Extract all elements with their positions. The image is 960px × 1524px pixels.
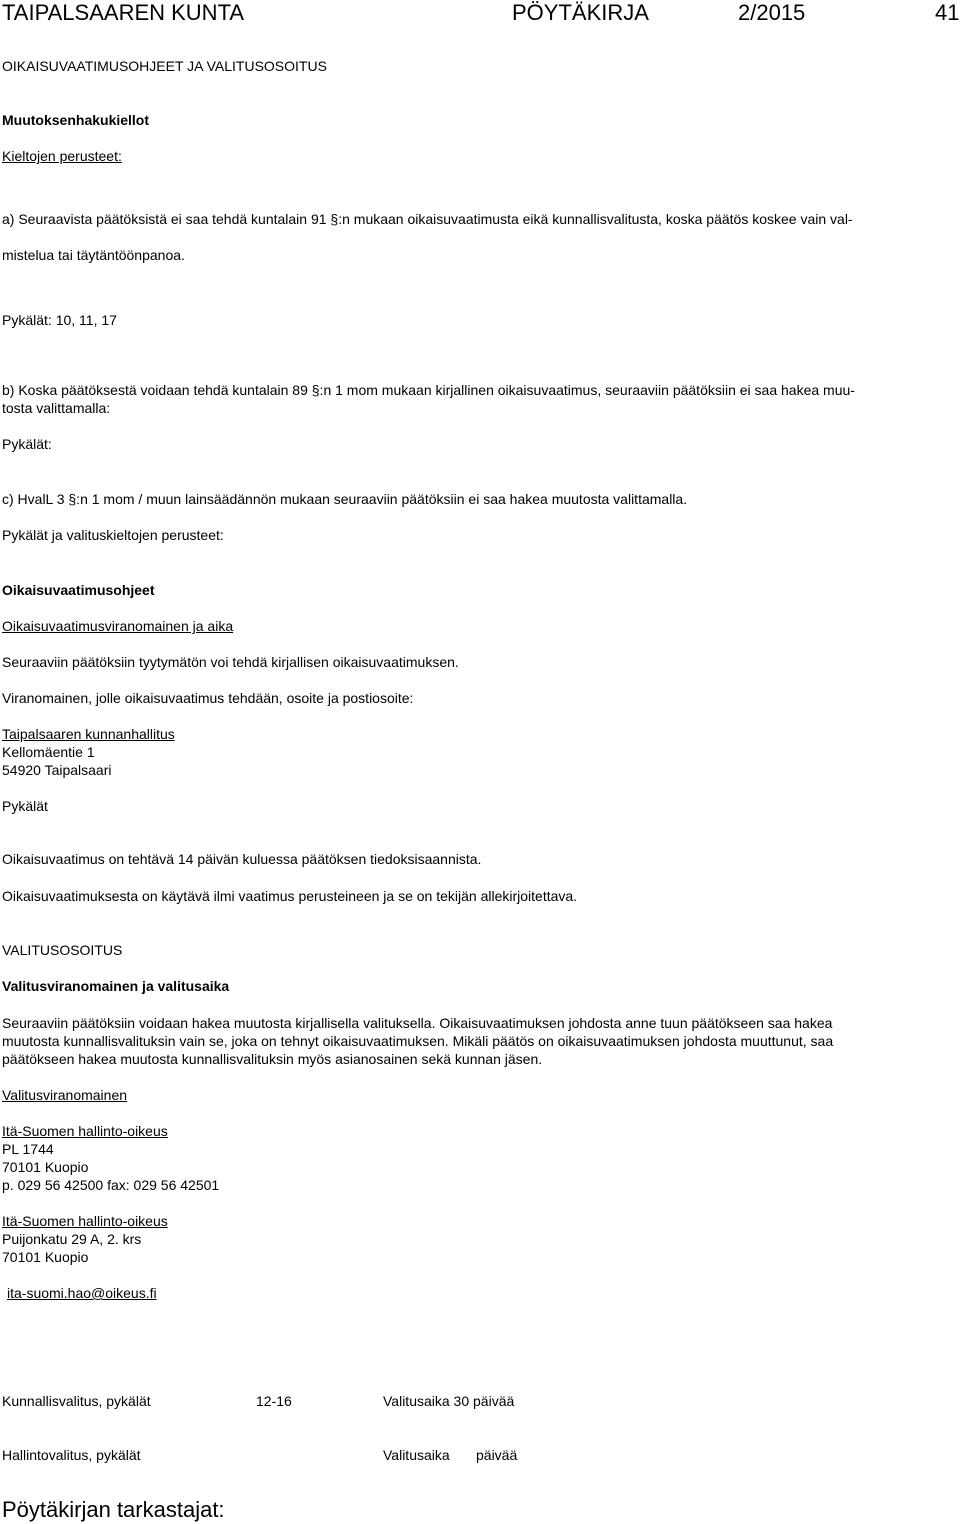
rectification-authority: Taipalsaaren kunnanhallitus bbox=[2, 726, 175, 742]
appeal-paragraph-line-3: päätökseen hakea muutosta kunnallisvalituksin myös asianosainen sekä kunnan jäsen. bbox=[2, 1051, 543, 1067]
ban-a-line-2: mistelua tai täytäntöönpanoa. bbox=[2, 247, 185, 263]
bans-grounds-label: Kieltojen perusteet: bbox=[2, 148, 122, 164]
appeal-row-1-period: Valitusaika 30 päivää bbox=[383, 1393, 515, 1409]
ban-b-line-2: tosta valittamalla: bbox=[2, 400, 111, 416]
court-1-city: 70101 Kuopio bbox=[2, 1159, 89, 1175]
court-1-name: Itä-Suomen hallinto-oikeus bbox=[2, 1123, 168, 1139]
rectification-deadline: Oikaisuvaatimus on tehtävä 14 päivän kuluessa päätöksen tiedoksisaannista. bbox=[2, 851, 482, 867]
ban-c-sections: Pykälät ja valituskieltojen perusteet: bbox=[2, 527, 224, 543]
court-2-name: Itä-Suomen hallinto-oikeus bbox=[2, 1213, 168, 1229]
appeal-title: VALITUSOSOITUS bbox=[2, 942, 123, 958]
court-2-street: Puijonkatu 29 A, 2. krs bbox=[2, 1231, 142, 1247]
ban-b-line-1: b) Koska päätöksestä voidaan tehdä kuntalain 89 §:n 1 mom mukaan kirjallinen oikaisuvaatimus, seuraaviin päätöksiin ei saa hakea muu- bbox=[2, 382, 855, 398]
section-title: OIKAISUVAATIMUSOHJEET JA VALITUSOSOITUS bbox=[2, 58, 327, 74]
appeal-paragraph-line-2: muutosta kunnallisvalituksin vain se, joka on tehnyt oikaisuvaatimuksen. Mikäli päätös on oikaisuvaatimuksen johdosta muuttunut, saa bbox=[2, 1033, 834, 1049]
page-number: 41 bbox=[935, 0, 960, 25]
appeal-row-1-label: Kunnallisvalitus, pykälät bbox=[2, 1393, 151, 1409]
rectification-form: Oikaisuvaatimuksesta on käytävä ilmi vaatimus perusteineen ja se on tekijän allekirjoitettava. bbox=[2, 888, 578, 904]
appeal-row-2-label: Hallintovalitus, pykälät bbox=[2, 1447, 141, 1463]
court-2-city: 70101 Kuopio bbox=[2, 1249, 89, 1265]
ban-b-sections: Pykälät: bbox=[2, 436, 52, 452]
appeal-paragraph-line-1: Seuraaviin päätöksiin voidaan hakea muutosta kirjallisella valituksella. Oikaisuvaatimuksen johdosta anne tuun päätökseen saa hakea bbox=[2, 1015, 833, 1031]
municipality-name: TAIPALSAAREN KUNTA bbox=[2, 0, 245, 25]
appeal-heading: Valitusviranomainen ja valitusaika bbox=[2, 978, 230, 994]
rectification-subheading: Oikaisuvaatimusviranomainen ja aika bbox=[2, 618, 234, 634]
appeal-row-1-sections: 12-16 bbox=[256, 1393, 292, 1409]
rectification-heading: Oikaisuvaatimusohjeet bbox=[2, 582, 155, 598]
reviewers-label: Pöytäkirjan tarkastajat: bbox=[2, 1497, 225, 1522]
court-1-box: PL 1744 bbox=[2, 1141, 54, 1157]
document-type: PÖYTÄKIRJA bbox=[512, 0, 649, 25]
rectification-line-1: Seuraaviin päätöksiin tyytymätön voi tehdä kirjallisen oikaisuvaatimuksen. bbox=[2, 654, 459, 670]
rectification-postal: 54920 Taipalsaari bbox=[2, 762, 112, 778]
appeal-authority-label: Valitusviranomainen bbox=[2, 1087, 128, 1103]
court-1-phone: p. 029 56 42500 fax: 029 56 42501 bbox=[2, 1177, 220, 1193]
court-email-link[interactable]: ita-suomi.hao@oikeus.fi bbox=[7, 1285, 157, 1301]
rectification-line-2: Viranomainen, jolle oikaisuvaatimus tehdään, osoite ja postiosoite: bbox=[2, 690, 414, 706]
rectification-sections: Pykälät bbox=[2, 798, 48, 814]
appeal-row-2-period-unit: päivää bbox=[476, 1447, 518, 1463]
appeal-row-2-period-label: Valitusaika bbox=[383, 1447, 450, 1463]
ban-c-line: c) HvalL 3 §:n 1 mom / muun lainsäädännön mukaan seuraaviin päätöksiin ei saa hakea muutosta valittamalla. bbox=[2, 491, 688, 507]
rectification-street: Kellomäentie 1 bbox=[2, 744, 95, 760]
document-number: 2/2015 bbox=[738, 0, 806, 25]
ban-a-line-1: a) Seuraavista päätöksistä ei saa tehdä kuntalain 91 §:n mukaan oikaisuvaatimusta eikä kunnallisvalitusta, koska päätös koskee vain val- bbox=[2, 211, 853, 227]
bans-heading: Muutoksenhakukiellot bbox=[2, 112, 150, 128]
ban-a-sections: Pykälät: 10, 11, 17 bbox=[2, 312, 117, 328]
